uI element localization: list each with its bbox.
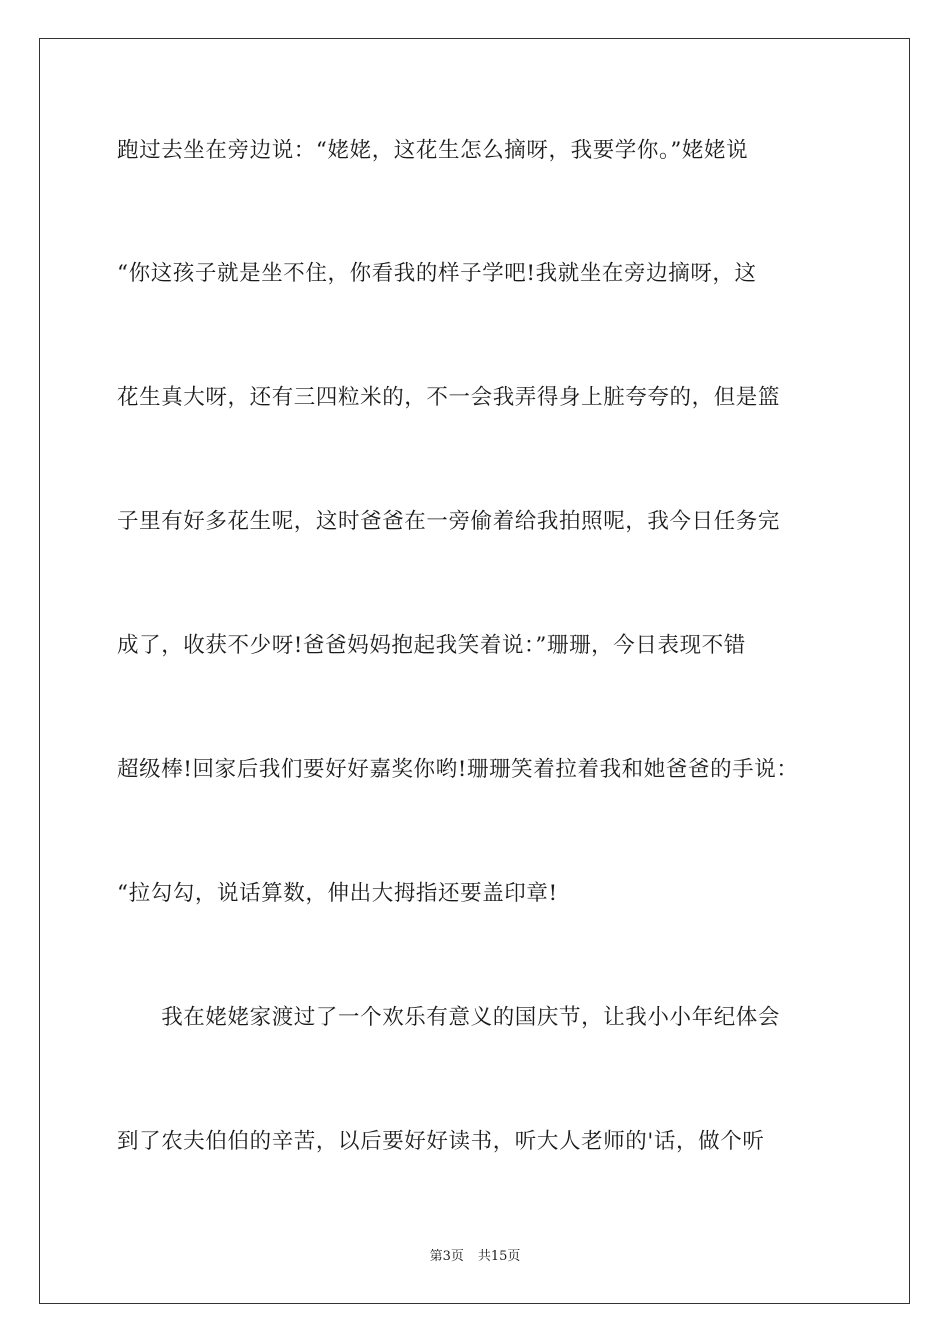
- paragraph-line-1: 跑过去坐在旁边说：“姥姥，这花生怎么摘呀，我要学你。”姥姥说: [117, 138, 749, 163]
- paragraph-line-8: 我在姥姥家渡过了一个欢乐有意义的国庆节，让我小小年纪体会: [117, 1005, 781, 1030]
- paragraph-line-9: 到了农夫伯伯的辛苦，以后要好好读书，听大人老师的'话，做个听: [117, 1129, 765, 1154]
- page-border: [39, 38, 910, 1304]
- page-number: 第3页: [429, 1249, 464, 1264]
- page-footer: [0, 1248, 950, 1266]
- paragraph-line-3: 花生真大呀，还有三四粒米的，不一会我弄得身上脏夸夸的，但是篮: [117, 385, 781, 410]
- paragraph-line-2: “你这孩子就是坐不住，你看我的样子学吧!我就坐在旁边摘呀，这: [117, 261, 757, 286]
- total-pages: 共15页: [477, 1249, 521, 1264]
- paragraph-line-7: “拉勾勾，说话算数，伸出大拇指还要盖印章!: [117, 881, 558, 906]
- paragraph-line-5: 成了，收获不少呀!爸爸妈妈抱起我笑着说：”珊珊，今日表现不错: [117, 633, 746, 658]
- paragraph-line-6: 超级棒!回家后我们要好好嘉奖你哟!珊珊笑着拉着我和她爸爸的手说：: [117, 757, 799, 782]
- paragraph-line-4: 子里有好多花生呢，这时爸爸在一旁偷着给我拍照呢，我今日任务完: [117, 509, 781, 534]
